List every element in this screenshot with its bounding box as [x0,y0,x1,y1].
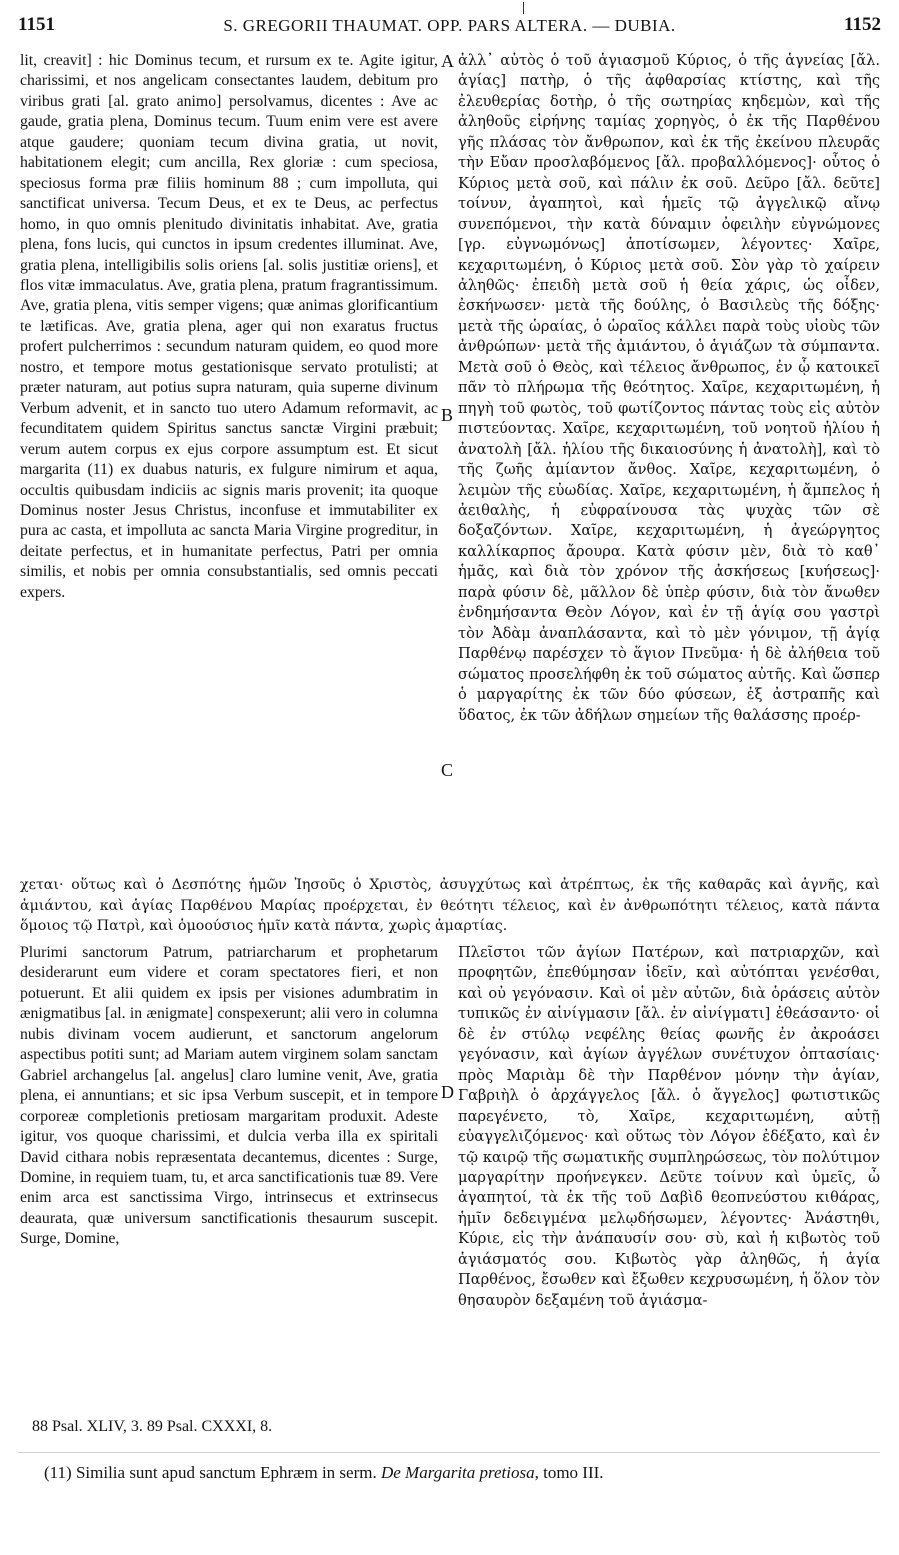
greek-text-upper: ἀλλ᾽ αὐτὸς ὁ τοῦ ἁγιασμοῦ Κύριος, ὁ τῆς ἁγνείας [ἄλ. ἁγίας] πατὴρ, ὁ τῆς ἀφθαρσίας κτίστης, καὶ τῆς ἐλευθερίας δοτὴρ, ὁ τῆς σωτηρίας κηδεμὼν, καὶ τῆς ἀληθοῦς εἰρήνης ταμίας χορηγὸς, ὁ ἐκ τῆς Παρθένου γῆς πλάσας τὸν ἄνθρωπον, καὶ ἐκ τῆς ἐκείνου πλευρᾶς τὴν Εὔαν προσλαβόμενος [ἄλ. προβαλλόμενος]· οὗτος ὁ Κύριος μετὰ σοῦ, καὶ πάλιν ἐκ σοῦ. Δεῦρο [ἄλ. δεῦτε] τοίνυν, ἀγαπητοὶ, καὶ ἡμεῖς τῷ ἀγγελικῷ αἴνῳ συνεπόμενοι, τὴν κατὰ δύναμιν ὀφειλὴν εὐγνώμονες [γρ. εὐγνωμόνως] ἀποτίσωμεν, λέγοντες· Χαῖρε, κεχαριτωμένη, ὁ Κύριος μετὰ σοῦ. Σὸν γὰρ τὸ χαίρειν ἀληθῶς· ἐπειδὴ μετὰ σοῦ ἡ θεία χάρις, ὡς οἶδεν, ἐσκήνωσεν· μετὰ τῆς δούλης, ὁ Βασιλεὺς τῆς δόξης· μετὰ τῆς ὡραίας, ὁ ὡραῖος κάλλει παρὰ τοὺς υἱοὺς τῶν ἀνθρώπων· μετὰ τῆς ἀμιάντου, ὁ ἁγιάζων τὰ σύμπαντα. Μετὰ σοῦ ὁ Θεὸς, καὶ τέλειος ἄνθρωπος, ἐν ᾧ κατοικεῖ πᾶν τὸ πλήρωμα τῆς θεότητος. Χαῖρε, κεχαριτωμένη, ἡ πηγὴ τοῦ φωτὸς, τοῦ φωτίζοντος πάντας τοὺς εἰς αὐτὸν πιστεύοντας. Χαῖρε, κεχαριτωμένη, τοῦ νοητοῦ ἡλίου ἡ ἀνατολὴ [ἄλ. ἡλίου τῆς δικαιοσύνης ἡ ἀνατολὴ], καὶ τὸ τῆς ζωῆς ἀμίαντον ἄνθος. Χαῖρε, κεχαριτωμένη, ὁ λειμὼν τῆς εὐωδίας. Χαῖρε, κεχαριτωμένη, ἡ ἄμπελος ἡ ἀειθαλὴς, ἡ εὐφραίνουσα τὰς ψυχὰς τῶν σὲ δοξαζόντων. Χαῖρε, κεχαριτωμένη, ἡ ἀγεώργητος καλλίκαρπος ἄρουρα. Κατὰ φύσιν μὲν, διὰ τὸ καθ᾽ ἡμᾶς, καὶ διὰ τὸν χρόνον τῆς ἀσκήσεως [κυήσεως]· παρὰ φύσιν δὲ, μᾶλλον δὲ ὑπὲρ φύσιν, διὰ τὸν ἄνωθεν ἐνδημήσαντα Θεὸν Λόγον, καὶ ἐν τῇ ἁγίᾳ σου γαστρὶ τὸν Ἀδὰμ ἀναπλάσαντα, καὶ τὸ μὲν γόνιμον, τῇ ἁγίᾳ Παρθένῳ παρέσχεν τὸ ἅγιον Πνεῦμα· ἡ δὲ ἀλήθεια τοῦ σώματος προσελήφθη ἐκ τοῦ σώματος αὐτῆς. Καὶ ὥσπερ ὁ μαργαρίτης ἐκ τῶν δύο φύσεων, ἐξ ἀστραπῆς καὶ ὕδατος, ἐκ τῶν ἀδήλων σημείων τῆς θαλάσσης προέρ- [458,52,880,724]
footnote-text-end: , tomo III. [534,1463,604,1482]
greek-text-spanning: χεται· οὕτως καὶ ὁ Δεσπότης ἡμῶν Ἰησοῦς ὁ Χριστὸς, ἀσυγχύτως καὶ ἀτρέπτως, ἐκ τῆς καθαρᾶς καὶ ἁγνῆς, καὶ ἀμιάντου, καὶ ἁγίας Παρθένου Μαρίας προέρχεται, ἐν θεότητι τέλειος, καὶ ἐν ἀνθρωπότητι τέλειος, κατὰ πάντα ὅμοιος τῷ Πατρὶ, καὶ ὁμοούσιος ἡμῖν κατὰ πάντα, χωρὶς ἁμαρτίας. [20,877,880,934]
greek-text-lower: Πλεῖστοι τῶν ἁγίων Πατέρων, καὶ πατριαρχῶν, καὶ προφητῶν, ἐπεθύμησαν ἰδεῖν, καὶ αὐτόπται γενέσθαι, καὶ οὐ γεγόνασιν. Καὶ οἱ μὲν αὐτῶν, διὰ ὁράσεις αὐτὸν τυπικῶς ἐν αἰνίγμασιν [ἄλ. ἐν αἰνίγματι] ἐθεάσαντο· οἱ δὲ ἐν στύλῳ νεφέλης θείας φωνῆς ἐν ἀκροάσει γεγόνασιν, καὶ ἁγίων ἀγγέλων συνέτυχον ὀπτασίαις· πρὸς Μαριὰμ δὲ τὴν Παρθένον μόνην τὴν ἁγίαν, Γαβριὴλ ὁ ἀρχάγγελος [ἄλ. ὁ ἄγγελος] φωτιστικῶς παρεγένετο, τὸ, Χαῖρε, κεχαριτωμένη, αὐτῇ εὐαγγελιζόμενος· καὶ οὕτως τὸν Λόγον ἐδέξατο, καὶ ἐν τῷ καιρῷ τῆς σωματικῆς συμπληρώσεως, τὸν πολύτιμον μαργαρίτην προήνεγκεν. Δεῦτε τοίνυν καὶ ὑμεῖς, ὦ ἀγαπητοί, τὰ ἐκ τῆς τοῦ Δαβὶδ θεοπνεύστου κιθάρας, ἡμῖν δεδειγμένα μελῳδήσωμεν, λέγοντες· Ἀνάστηθι, Κύριε, εἰς τὴν ἀνάπαυσίν σου· σὺ, καὶ ἡ κιβωτὸς τοῦ ἁγιάσματός σου. Κιβωτὸς γὰρ ἀληθῶς, ἡ ἁγία Παρθένος, ἔσωθεν καὶ ἔξωθεν κεχρυσωμένη, ἡ ὅλον τὸν θησαυρὸν δεξαμένη τοῦ ἁγιάσμα- [458,944,880,1309]
latin-column-upper [20,51,438,863]
latin-text-lower: Plurimi sanctorum Patrum, patriarcharum et prophetarum desiderarunt eum videre et coram spectatores fieri, et non potuerunt. Et alii quidem ex ipsis per visiones adumbratim in ænigmatibus [al. in ænigmate] conspexerunt; alii vero in columna nubis divinam vocem audierunt, et sanctorum angelorum aspectibus potiti sunt; ad Mariam autem virginem solam sanctam Gabriel archangelus [al. angelus] claro lumine venit, Ave, gratia plena, ei annuntians; et sic ipsa Verbum suscepit, et in tempore corporeæ completionis pretiosam margaritam produxit. Adeste igitur, vos quoque charissimi, et dulcia verba illa ex spiritali David cithara nobis repræsentata decantemus, dicentes : Surge, Domine, in requiem tuam, tu, et arca sanctificationis tuæ 89. Vere enim arca est sanctissima Virgo, intrinsecus et extrinsecus deaurata, quæ universum sanctificationis thesaurum suscepit. Surge, Domine, [20,944,438,1248]
footnote-rule [18,1452,880,1453]
footnote-number: (11) [44,1463,72,1482]
section-marker-b: B [441,405,454,425]
footnote-work-title: De Margarita pretiosa [380,1463,535,1482]
printer-mark [523,2,524,14]
page-number-left: 1151 [18,14,55,35]
footnote [44,1463,604,1483]
greek-column-upper [458,51,880,873]
section-marker-c: C [441,760,454,780]
running-header [18,6,881,40]
section-marker-a: A [441,51,454,71]
marginal-references: 88 Psal. XLIV, 3. 89 Psal. CXXXI, 8. [32,1418,273,1435]
latin-text-upper: lit, creavit] : hic Dominus tecum, et rursum ex te. Agite igitur, charissimi, et nos angelicam consectantes laudem, debitum pro viribus grati [al. grato animo] persolvamus, dicentes : Ave ac gaude, gratia plena, Dominus tecum. Tuum enim vere est avere atque gaudere; quoniam tecum divina gratia, ut novit, habitationem elegit; cum ancilla, Rex gloriæ : cum speciosa, speciosus forma præ filiis hominum 88 ; cum impolluta, qui sanctificat universa. Tecum Deus, et ex te Deus, ac perfectus homo, in quo omnis plenitudo divinitatis inhabitat. Ave, gratia plena, fons lucis, qui cunctos in ipsum credentes illuminat. Ave, gratia plena, intelligibilis solis oriens [al. solis justitiæ oriens], et flos vitæ immaculatus. Ave, gratia plena, pratum fragrantissimum. Ave, gratia plena, vitis semper vigens; quæ animas glorificantium te lætificas. Ave, gratia plena, ager qui non exaratus fructus profert pulcherrimos : secundum naturam quidem, eo quod more nostro, et tempore motus gestationisque servato protulisti; at præter naturam, aut potius supra naturam, quia superne divinum Verbum advenit, et in sancto tuo utero Adamum reformavit, ac fecunditatem quidem Spiritus sanctus sanctæ Virgini præbuit; verum autem corpus ex ejus corpore assumptum est. Et sicut margarita (11) ex duabus naturis, ex fulgure nimirum et aqua, occultis quibusdam indiciis ac signis maris provenit; ita quoque Dominus noster Jesus Christus, inconfuse et immutabiliter ex pura ac casta, et impolluta ac sancta Maria Virgine progreditur, in deitate perfectus, et in humanitate perfectus, Patri per omnia similis, et nobis per omnia consubstantialis, sed omnis peccati expers. [20,52,438,601]
latin-column-lower [20,943,438,1401]
section-marker-d: D [441,1082,454,1102]
running-title: S. GREGORII THAUMAT. OPP. PARS ALTERA. — DUBIA. [223,16,676,35]
greek-spanning-paragraph [20,875,880,937]
greek-column-lower [458,943,880,1401]
page-number-right: 1152 [844,14,881,35]
footnote-text: Similia sunt apud sanctum Ephræm in serm. [75,1463,377,1482]
